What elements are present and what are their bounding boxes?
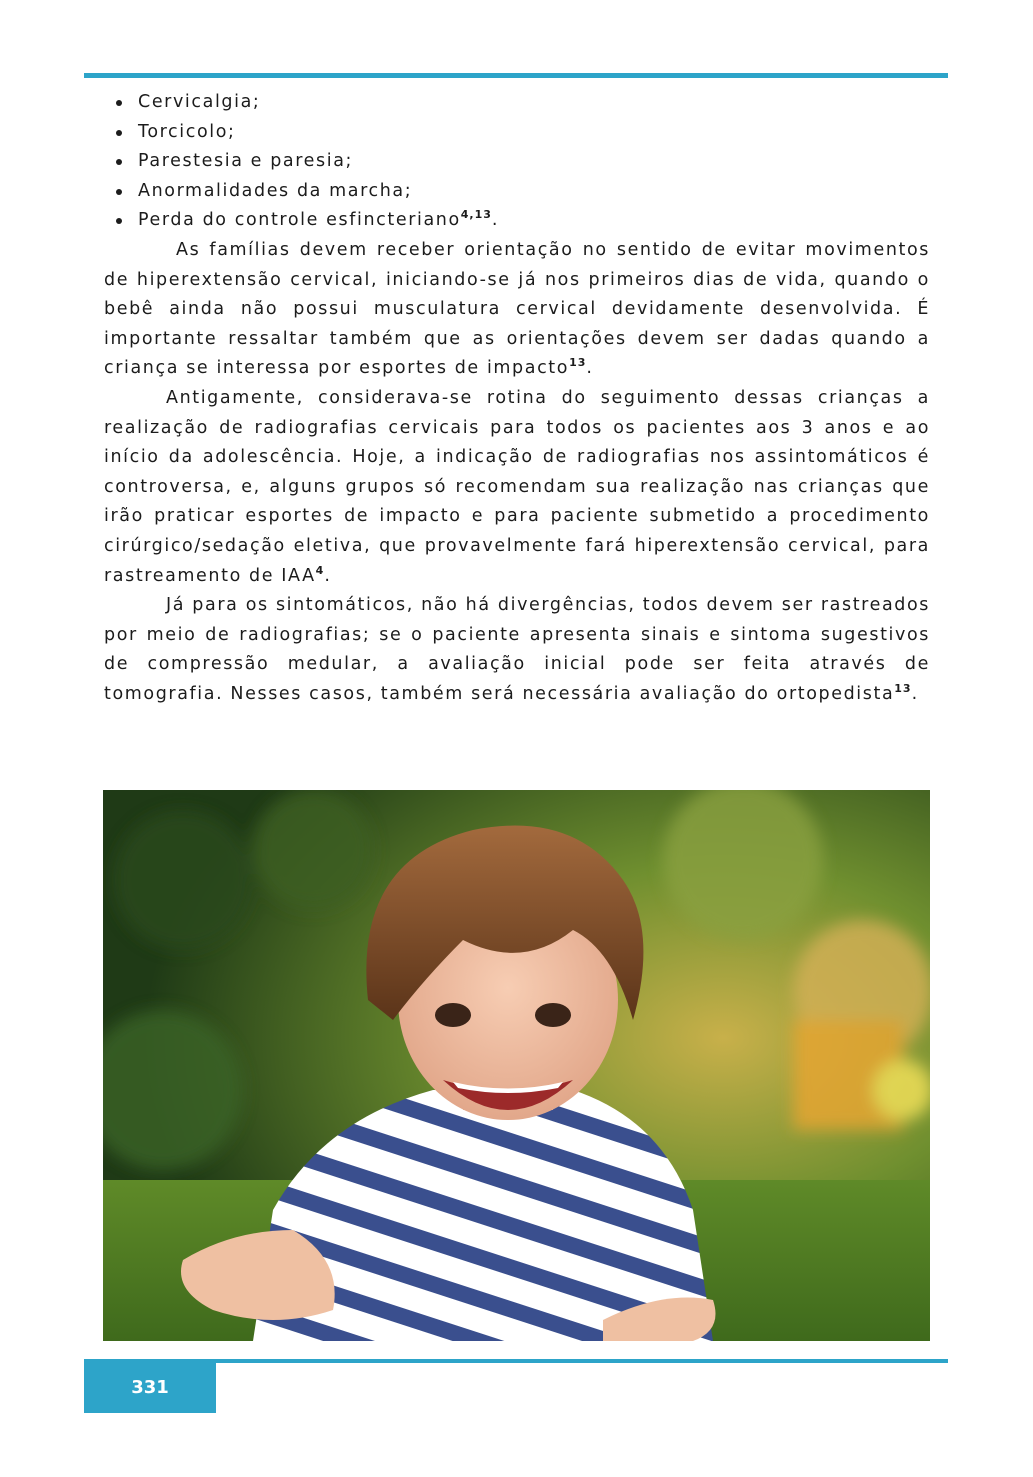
top-rule [84,73,948,78]
citation-ref: 4 [315,563,325,577]
citation-ref: 4,13 [460,208,492,222]
citation-ref: 13 [569,356,587,370]
page-number: 331 [84,1359,216,1413]
list-item: Perda do controle esfincteriano$^{4,13}$. [104,206,930,236]
paragraph: As famílias devem receber orientação no sentido de evitar movimentos de hiperextensão cervical, iniciando-se já nos primeiros dias de vida, quando o bebê ainda não possui musculatura cervical devidamente desenvolvida. É importante ressaltar também que as orientações devem ser dadas quando a criança se interessa por esportes de impacto$^{13}$. [104,239,930,379]
symptom-list [104,88,930,236]
list-item: Parestesia e paresia; [104,147,930,177]
list-item: Anormalidades da marcha; [104,177,930,207]
child-photo [103,790,930,1341]
list-item: Torcicolo; [104,118,930,148]
list-item: Cervicalgia; [104,88,930,118]
citation-ref: 13 [894,681,912,695]
page-content [104,88,930,709]
paragraph: Antigamente, considerava-se rotina do seguimento dessas crianças a realização de radiografias cervicais para todos os pacientes aos 3 anos e ao início da adolescência. Hoje, a indicação de radiografias nos assintomáticos é controversa, e, alguns grupos só recomendam sua realização nas crianças que irão praticar esportes de impacto e para paciente submetido a procedimento cirúrgico/sedação eletiva, que provavelmente fará hiperextensão cervical, para rastreamento de IAA$^4$. [104,387,930,586]
paragraph: Já para os sintomáticos, não há divergências, todos devem ser rastreados por meio de radiografias; se o paciente apresenta sinais e sintoma sugestivos de compressão medular, a avaliação inicial pode ser feita através de tomografia. Nesses casos, também será necessária avaliação do ortopedista$^{13}$. [104,595,930,704]
